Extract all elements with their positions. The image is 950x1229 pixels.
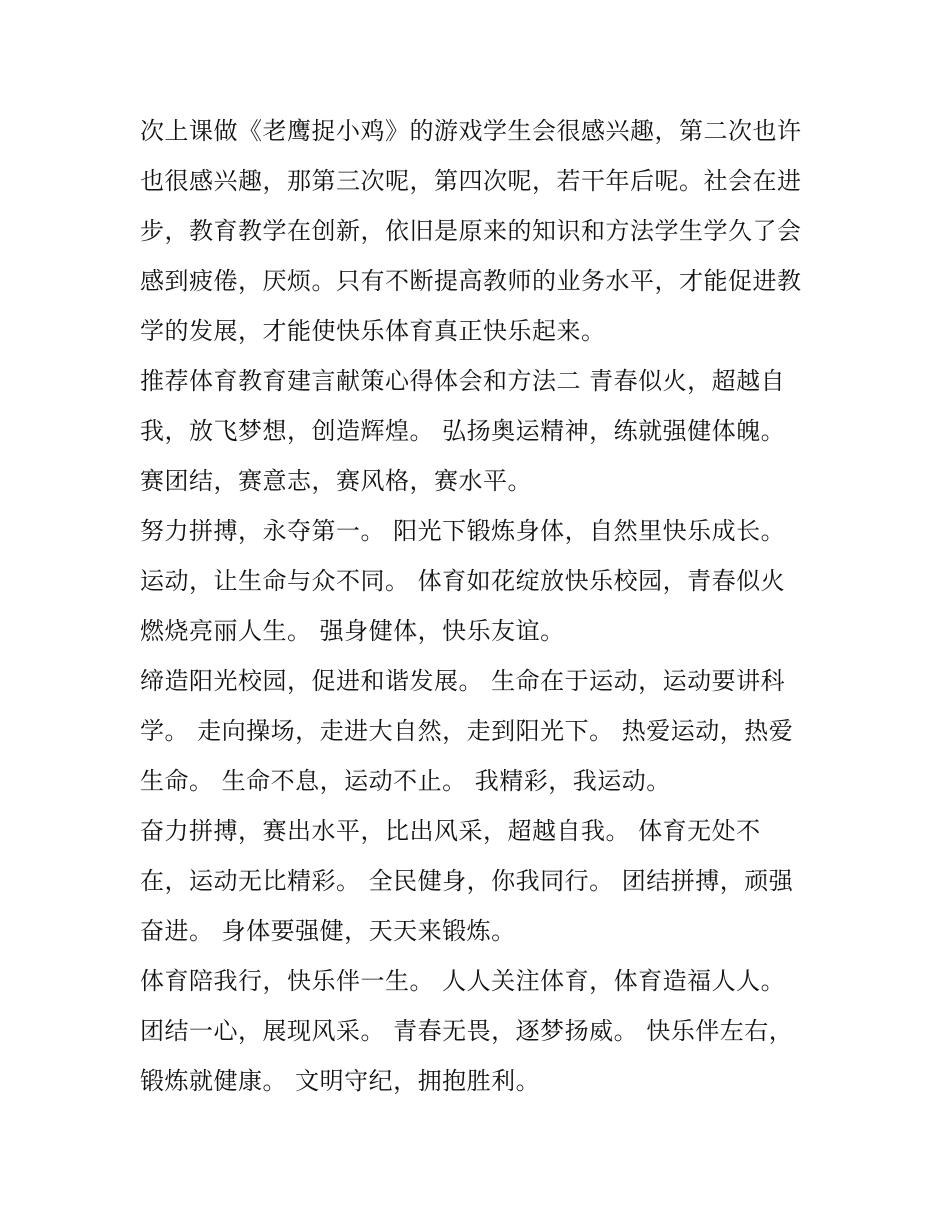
text-line: 体育陪我行，快乐伴一生。 人人关注体育，体育造福人人。	[140, 967, 786, 995]
text-line: 努力拼搏，永夺第一。 阳光下锻炼身体，自然里快乐成长。	[140, 517, 786, 545]
text-line: 学。 走向操场，走进大自然，走到阳光下。 热爱运动，热爱	[140, 717, 794, 745]
text-line: 我，放飞梦想，创造辉煌。 弘扬奥运精神，练就强健体魄。	[140, 417, 786, 445]
text-line: 燃烧亮丽人生。 强身健体，快乐友谊。	[140, 617, 565, 645]
text-line: 团结一心，展现风采。 青春无畏，逐梦扬威。 快乐伴左右，	[140, 1017, 794, 1045]
text-line: 锻炼就健康。 文明守纪，拥抱胜利。	[140, 1067, 541, 1095]
text-line: 奋力拼搏，赛出水平，比出风采，超越自我。 体育无处不	[140, 817, 761, 845]
text-line: 学的发展，才能使快乐体育真正快乐起来。	[140, 317, 606, 345]
text-line: 步，教育教学在创新，依旧是原来的知识和方法学生学久了会	[140, 217, 802, 245]
text-line: 在，运动无比精彩。 全民健身，你我同行。 团结拼搏，顽强	[140, 867, 794, 895]
text-line: 生命。 生命不息，运动不止。 我精彩，我运动。	[140, 767, 671, 795]
text-line: 感到疲倦，厌烦。只有不断提高教师的业务水平，才能促进教	[140, 267, 802, 295]
text-line: 缔造阳光校园，促进和谐发展。 生命在于运动，运动要讲科	[140, 667, 786, 695]
text-line: 赛团结，赛意志，赛风格，赛水平。	[140, 467, 532, 495]
body-text	[140, 106, 820, 1106]
text-line: 推荐体育教育建言献策心得体会和方法二 青春似火，超越自	[140, 367, 786, 395]
text-line: 运动，让生命与众不同。 体育如花绽放快乐校园，青春似火	[140, 567, 786, 595]
text-line: 奋进。 身体要强健，天天来锻炼。	[140, 917, 516, 945]
text-line: 也很感兴趣，那第三次呢，第四次呢，若干年后呢。社会在进	[140, 167, 802, 195]
text-line: 次上课做《老鹰捉小鸡》的游戏学生会很感兴趣，第二次也许	[140, 117, 802, 145]
